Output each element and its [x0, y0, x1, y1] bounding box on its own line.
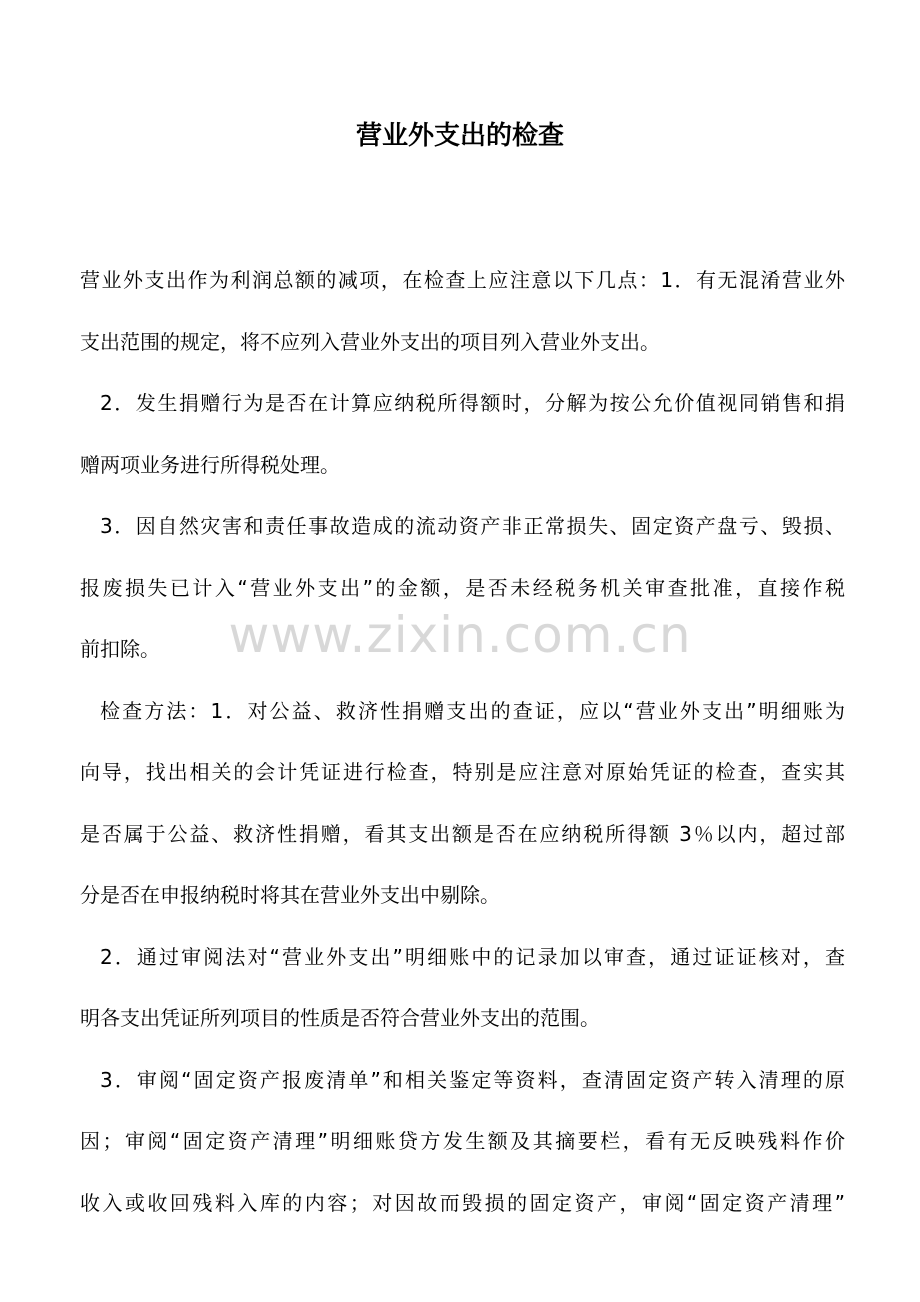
body-line-3: 2．发生捐赠行为是否在计算应纳税所得额时，分解为按公允价值视同销售和捐 — [100, 391, 845, 415]
body-line-9: 向导，找出相关的会计凭证进行检查，特别是应注意对原始凭证的检查，查实其 — [80, 760, 845, 784]
body-line-7: 前扣除。 — [80, 637, 160, 661]
body-line-4: 赠两项业务进行所得税处理。 — [80, 452, 340, 477]
document-body — [80, 250, 845, 1234]
document-title: 营业外支出的检查 — [355, 121, 564, 151]
body-line-1: 营业外支出作为利润总额的减项，在检查上应注意以下几点：1．有无混淆营业外 — [80, 268, 845, 292]
body-line-14: 3．审阅“固定资产报废清单”和相关鉴定等资料，查清固定资产转入清理的原 — [100, 1067, 845, 1092]
body-line-5: 3．因自然灾害和责任事故造成的流动资产非正常损失、固定资产盘亏、毁损、 — [100, 514, 845, 538]
body-line-8: 检查方法：1．对公益、救济性捐赠支出的查证，应以“营业外支出”明细账为 — [100, 698, 845, 723]
body-line-15: 因；审阅“固定资产清理”明细账贷方发生额及其摘要栏，看有无反映残料作价 — [80, 1129, 845, 1153]
watermark: www.zixin.com.cn — [228, 606, 692, 664]
body-line-6: 报废损失已计入“营业外支出”的金额，是否未经税务机关审查批准，直接作税 — [80, 575, 845, 600]
body-line-12: 2．通过审阅法对“营业外支出”明细账中的记录加以审查，通过证证核对，查 — [100, 944, 845, 969]
body-line-11: 分是否在申报纳税时将其在营业外支出中剔除。 — [80, 883, 500, 907]
body-line-2: 支出范围的规定，将不应列入营业外支出的项目列入营业外支出。 — [80, 329, 660, 354]
body-line-13: 明各支出凭证所列项目的性质是否符合营业外支出的范围。 — [80, 1006, 600, 1030]
body-line-16: 收入或收回残料入库的内容；对因故而毁损的固定资产，审阅“固定资产清理” — [80, 1190, 845, 1215]
body-line-10: 是否属于公益、救济性捐赠，看其支出额是否在应纳税所得额 3％以内，超过部 — [80, 821, 845, 846]
